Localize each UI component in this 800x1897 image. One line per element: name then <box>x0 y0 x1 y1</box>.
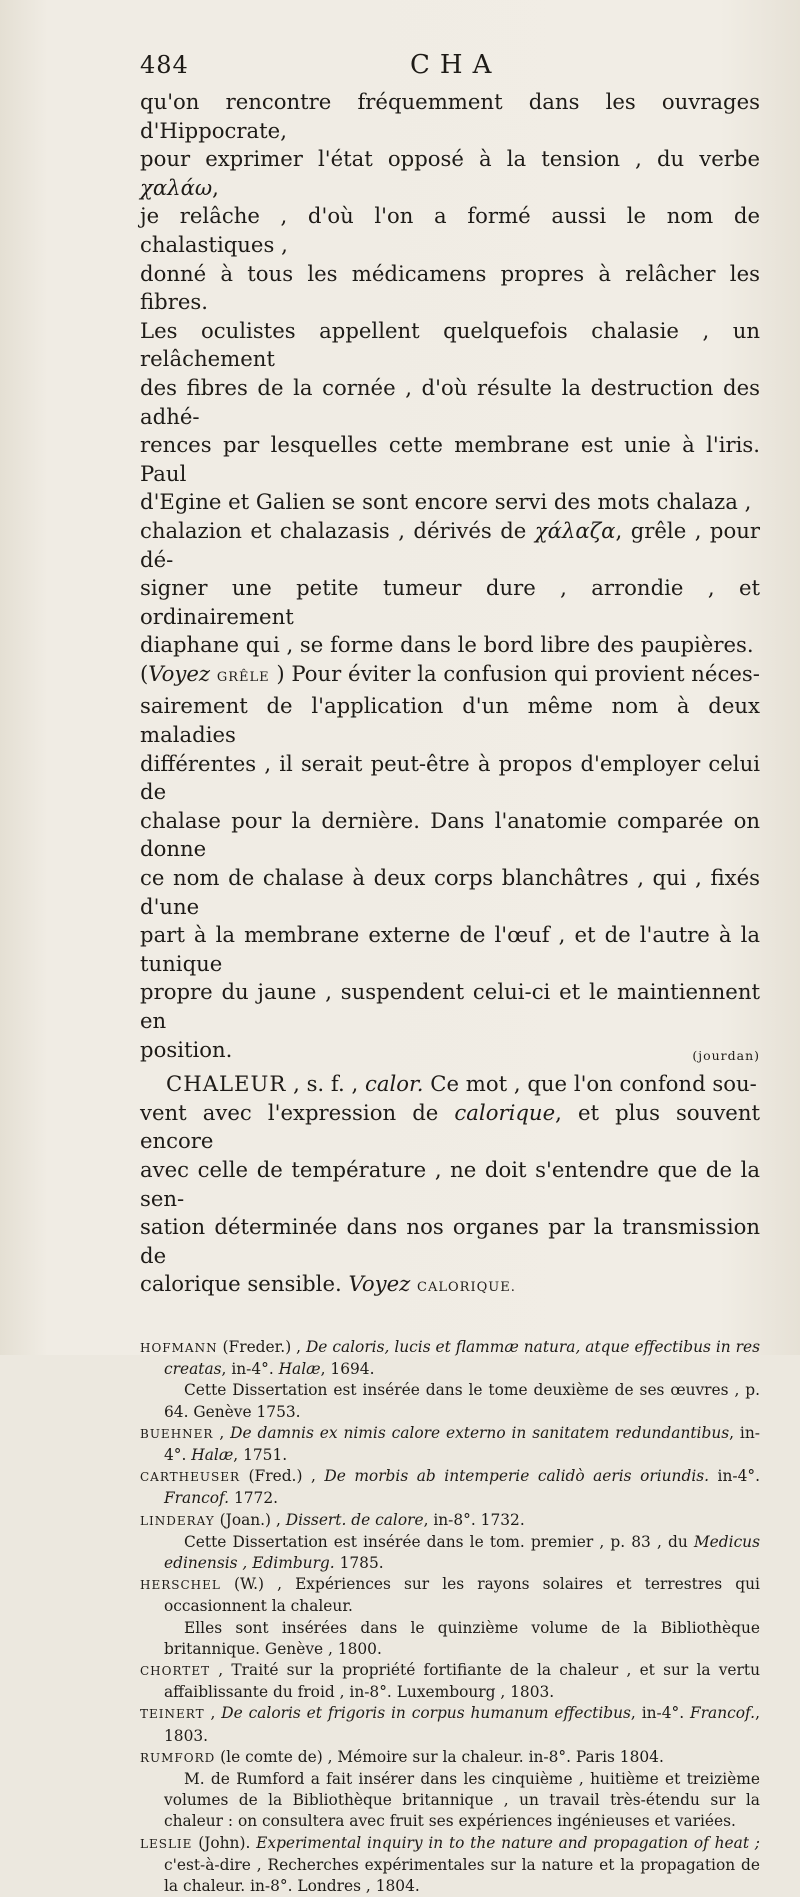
article-chaleur-head: CHALEUR , s. f. , calor. Ce mot , que l'on confond sou- <box>166 1071 757 1097</box>
text-line: Les oculistes appellent quelquefois chalasie , un relâchement <box>140 317 760 372</box>
text-line: vent avec l'expression de calorique, et plus souvent encore <box>140 1099 760 1154</box>
text-line: rences par lesquelles cette membrane est unie à l'iris. Paul <box>140 432 760 486</box>
bibliography-note: Cette Dissertation est insérée dans le tome deuxième de ses œuvres , p. 64. Genève 1753. <box>164 1381 760 1421</box>
greek-word: χάλαζα <box>534 517 616 543</box>
text-line: avec celle de température , ne doit s'entendre que de la sen- <box>140 1156 760 1211</box>
text-line: chalase pour la dernière. Dans l'anatomie comparée on donne <box>140 807 760 862</box>
cross-reference: CALORIQUE. <box>417 1280 516 1296</box>
bibliography-note: Cette Dissertation est insérée dans le tom. premier , p. 83 , du Medicus edinensis , Edimburg. 1785. <box>164 1532 760 1572</box>
page-number: 484 <box>140 51 189 79</box>
text-line: pour exprimer l'état opposé à la tension , du verbe χαλάω, <box>140 146 760 200</box>
bibliography-entry: LINDERAY (Joan.) , Dissert. de calore, in-8°. 1732. <box>140 1510 525 1529</box>
cross-reference: GRÊLE <box>216 669 270 685</box>
text-line: donné à tous les médicamens propres à relâcher les fibres. <box>140 260 760 315</box>
latin-term: calor. <box>364 1071 424 1097</box>
text-line: (Voyez GRÊLE ) Pour éviter la confusion qui provient néces- <box>140 660 760 686</box>
bibliography-entry: CARTHEUSER (Fred.) , De morbis ab intemperie calidò aeris oriundis. in-4°. Francof. 1772. <box>140 1467 760 1508</box>
text-line: calorique sensible. Voyez CALORIQUE. <box>140 1271 516 1297</box>
text-line: signer une petite tumeur dure , arrondie , et ordinairement <box>140 575 760 629</box>
bibliography-entry: TEINERT , De caloris et frigoris in corpus humanum effectibus, in-4°. Francof., 1803. <box>140 1704 760 1745</box>
page-header <box>140 50 760 88</box>
text-line: d'Egine et Galien se sont encore servi des mots chalaza , <box>140 489 752 515</box>
bibliography-note: M. de Rumford a fait insérer dans les cinquième , huitième et treizième volumes de la Bibliothèque britannique , un travail très-étendu sur la chaleur : on consultera avec fruit ses expériences ingénieuses et variées. <box>164 1770 760 1831</box>
text-line: propre du jaune , suspendent celui-ci et le maintiennent en <box>140 979 760 1033</box>
bibliography <box>140 1337 760 1897</box>
text-line: qu'on rencontre fréquemment dans les ouvrages d'Hippocrate, <box>140 89 760 143</box>
article-chalasie-continued <box>140 88 760 1303</box>
bibliography-note: Elles sont insérées dans le quinzième volume de la Bibliothèque britannique. Genève , 1800. <box>164 1618 760 1658</box>
bibliography-entry: CHORTET , Traité sur la propriété fortifiante de la chaleur , et sur la vertu affaiblissante du froid , in-8°. Luxembourg , 1803. <box>140 1660 760 1702</box>
bibliography-entry: RUMFORD (le comte de) , Mémoire sur la chaleur. in-8°. Paris 1804. <box>140 1747 664 1766</box>
text-line: part à la membrane externe de l'œuf , et de l'autre à la tunique <box>140 922 760 976</box>
bibliography-entry: HERSCHEL (W.) , Expériences sur les rayons solaires et terrestres qui occasionnent la chaleur. <box>140 1575 760 1616</box>
text-line: des fibres de la cornée , d'où résulte la destruction des adhé- <box>140 374 760 429</box>
text-line: je relâche , d'où l'on a formé aussi le nom de chalastiques , <box>140 203 760 257</box>
text-line: sation déterminée dans nos organes par la transmission de <box>140 1214 760 1268</box>
text-line: chalazion et chalazasis , dérivés de χάλαζα, grêle , pour dé- <box>140 517 760 572</box>
headword: CHALEUR <box>166 1071 287 1097</box>
bibliography-entry: LESLIE (John). Experimental inquiry in to the nature and propagation of heat ; c'est-à-dire , Recherches expérimentales sur la nature et la propagation de la chaleur. in-8°. Londres , 1804. <box>140 1833 760 1896</box>
text-line: ce nom de chalase à deux corps blanchâtres , qui , fixés d'une <box>140 865 760 919</box>
text-line: position. (jourdan) <box>140 1036 760 1065</box>
author-signature: (jourdan) <box>692 1047 760 1063</box>
text-line: diaphane qui , se forme dans le bord libre des paupières. <box>140 632 754 658</box>
greek-word: χαλάω <box>140 174 213 200</box>
text-line: sairement de l'application d'un même nom à deux maladies <box>140 693 760 748</box>
running-head: CHA <box>410 50 502 80</box>
bibliography-entry: HOFMANN (Freder.) , De caloris, lucis et flammæ natura, atque effectibus in res creatas, in-4°. Halæ, 1694. <box>140 1337 760 1379</box>
bibliography-entry: BUEHNER , De damnis ex nimis calore externo in sanitatem redundantibus, in-4°. Halæ, 1751. <box>140 1423 760 1464</box>
cross-reference-label: Voyez <box>348 1271 411 1297</box>
cross-reference-label: Voyez <box>148 660 211 686</box>
text-line: différentes , il serait peut-être à propos d'employer celui de <box>140 750 760 805</box>
